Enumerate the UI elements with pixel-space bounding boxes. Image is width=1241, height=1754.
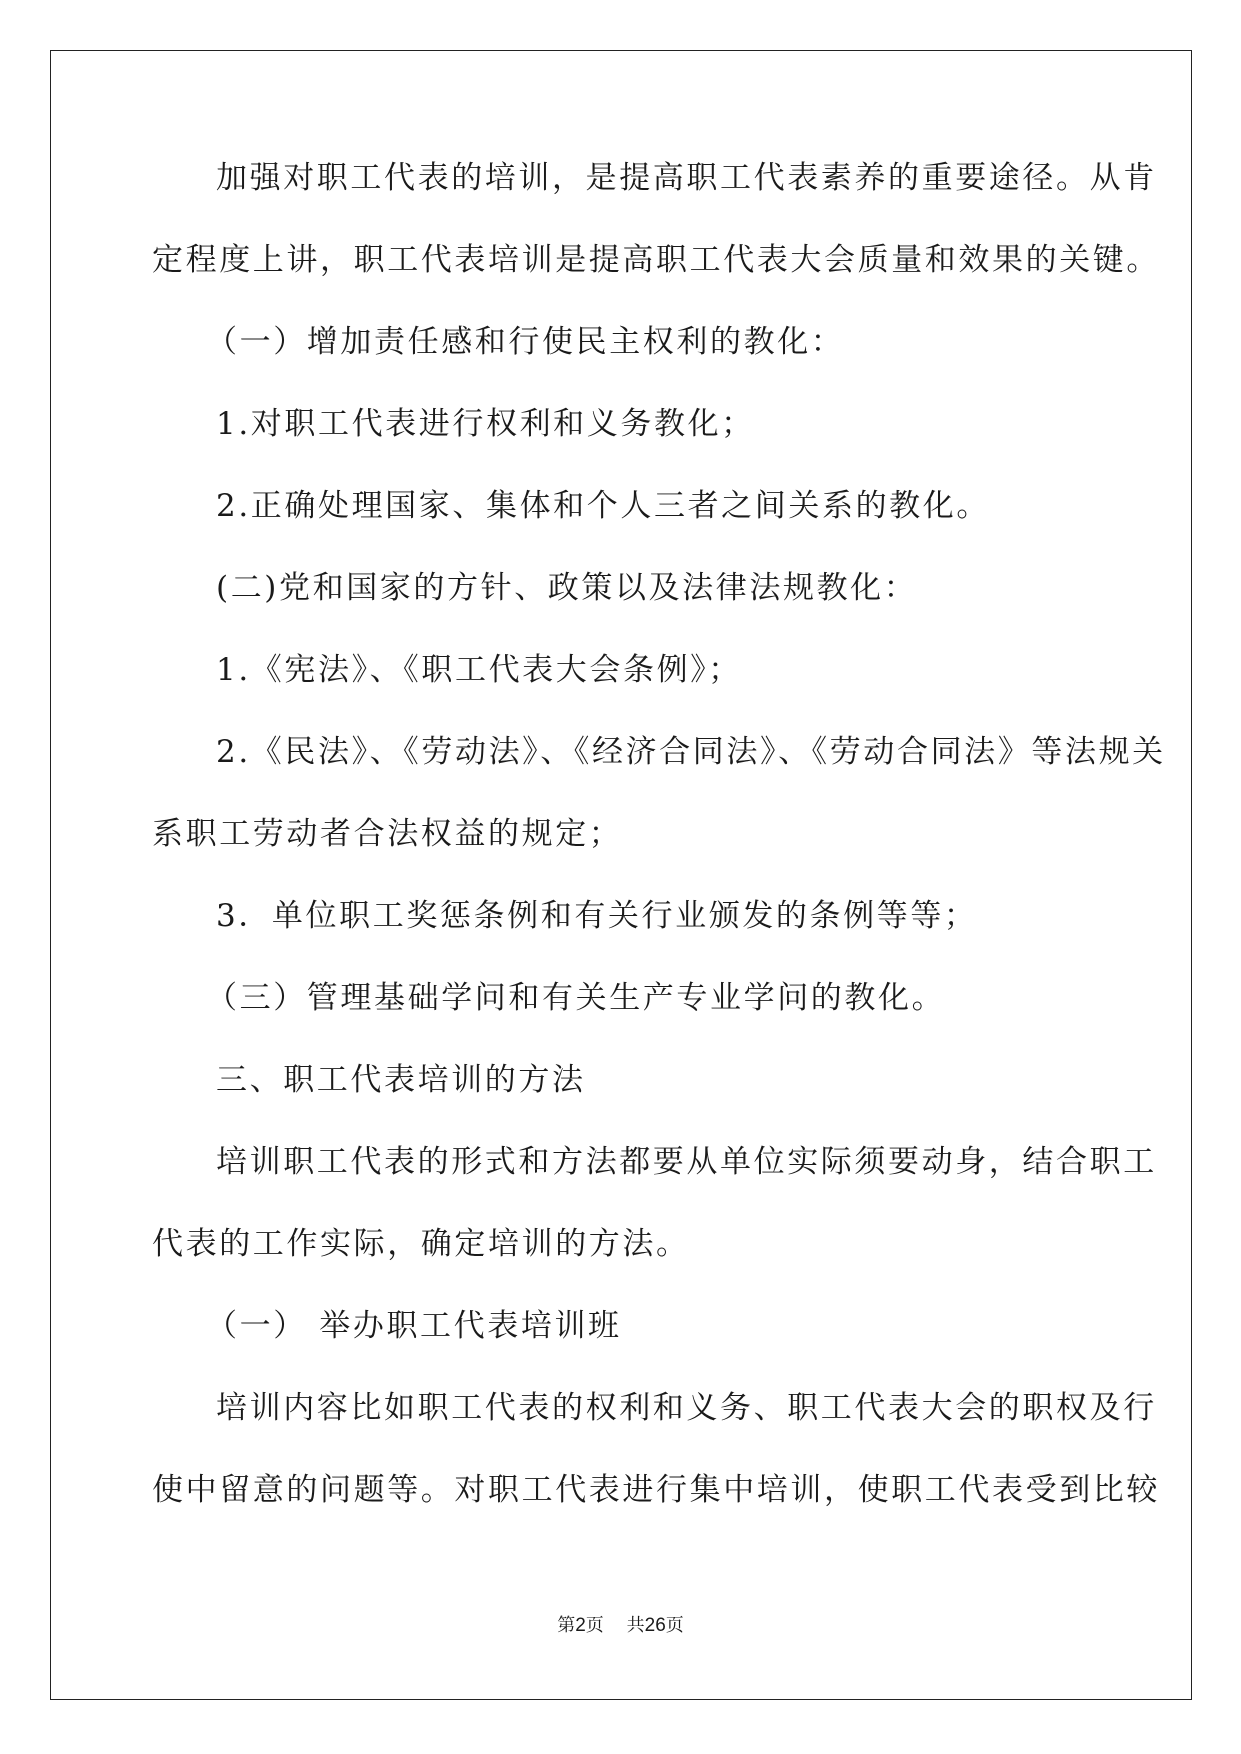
- body-line-2: 定程度上讲，职工代表培训是提高职工代表大会质量和效果的关键。: [152, 242, 1160, 278]
- body-line-10: 3．单位职工奖惩条例和有关行业颁发的条例等等；: [216, 898, 978, 934]
- page-suffix: 页: [585, 1615, 604, 1636]
- body-line-9: 系职工劳动者合法权益的规定；: [152, 816, 623, 852]
- body-line-3: （一）增加责任感和行使民主权利的教化：: [206, 324, 845, 360]
- body-line-14: 代表的工作实际，确定培训的方法。: [152, 1226, 690, 1262]
- body-line-6: (二)党和国家的方针、政策以及法律法规教化：: [216, 570, 918, 606]
- total-pages: 26: [644, 1615, 666, 1636]
- body-line-1: 加强对职工代表的培训，是提高职工代表素养的重要途径。从肯: [216, 160, 1157, 196]
- subsection-heading: （一） 举办职工代表培训班: [206, 1308, 622, 1344]
- body-line-4: 1.对职工代表进行权利和义务教化；: [216, 406, 755, 442]
- total-suffix: 页: [665, 1615, 684, 1636]
- page-footer: [0, 1614, 1241, 1638]
- body-line-16: 培训内容比如职工代表的权利和义务、职工代表大会的职权及行: [216, 1390, 1157, 1426]
- body-line-17: 使中留意的问题等。对职工代表进行集中培训，使职工代表受到比较: [152, 1472, 1160, 1508]
- total-prefix: 共: [626, 1615, 645, 1636]
- page-border: [50, 50, 1192, 1700]
- section-heading: 三、职工代表培训的方法: [216, 1062, 586, 1098]
- body-line-11: （三）管理基础学问和有关生产专业学问的教化。: [206, 980, 946, 1016]
- page-prefix: 第: [557, 1615, 576, 1636]
- body-line-13: 培训职工代表的形式和方法都要从单位实际须要动身，结合职工: [216, 1144, 1157, 1180]
- body-line-7: 1.《宪法》、《职工代表大会条例》；: [216, 652, 742, 688]
- body-line-8: 2.《民法》、《劳动法》、《经济合同法》、《劳动合同法》等法规关: [216, 734, 1166, 770]
- body-line-5: 2.正确处理国家、集体和个人三者之间关系的教化。: [216, 488, 990, 524]
- page-number: 2: [575, 1615, 586, 1636]
